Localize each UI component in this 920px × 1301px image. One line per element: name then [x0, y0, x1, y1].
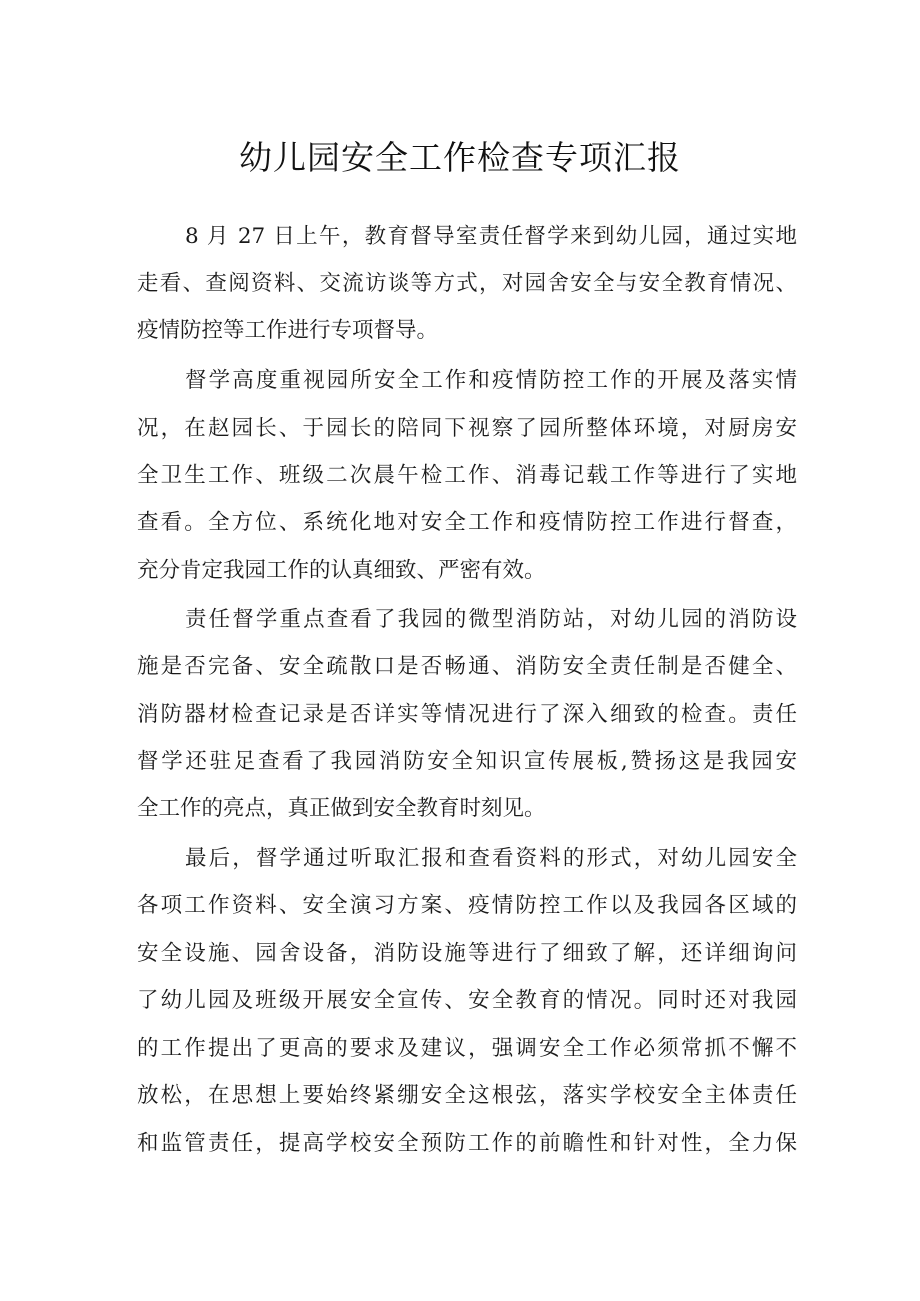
paragraph-4-line-1: 最后，督学通过听取汇报和查看资料的形式，对幼儿园安全 — [185, 846, 797, 871]
paragraph-4-line-2: 各项工作资料、安全演习方案、疫情防控工作以及我园各区域的 — [137, 893, 797, 918]
paragraph-3-line-1: 责任督学重点查看了我园的微型消防站，对幼儿园的消防设 — [185, 607, 797, 632]
paragraph-2-line-5: 充分肯定我园工作的认真细致、严密有效。 — [137, 558, 546, 583]
paragraph-2-line-4: 查看。全方位、系统化地对安全工作和疫情防控工作进行督查， — [137, 510, 797, 535]
paragraph-2-line-1: 督学高度重视园所安全工作和疫情防控工作的开展及落实情 — [185, 368, 797, 393]
paragraph-4-line-4: 了幼儿园及班级开展安全宣传、安全教育的情况。同时还对我园 — [137, 988, 797, 1013]
paragraph-4-line-5: 的工作提出了更高的要求及建议，强调安全工作必须常抓不懈不 — [137, 1036, 797, 1061]
paragraph-3-line-2: 施是否完备、安全疏散口是否畅通、消防安全责任制是否健全、 — [137, 654, 797, 679]
paragraph-1-line-3: 疫情防控等工作进行专项督导。 — [137, 318, 439, 343]
document-title: 幼儿园安全工作检查专项汇报 — [239, 138, 681, 177]
paragraph-1-line-2: 走看、查阅资料、交流访谈等方式，对园舍安全与安全教育情况、 — [137, 271, 797, 296]
paragraph-4-line-3: 安全设施、园舍设备，消防设施等进行了细致了解，还详细询问 — [137, 941, 797, 966]
paragraph-3-line-5: 全工作的亮点，真正做到安全教育时刻见。 — [137, 796, 546, 821]
paragraph-4-line-6: 放松，在思想上要始终紧绷安全这根弦，落实学校安全主体责任 — [137, 1083, 797, 1108]
paragraph-1-line-1: 8 月 27 日上午，教育督导室责任督学来到幼儿园，通过实地 — [185, 224, 797, 249]
paragraph-4-line-7: 和监管责任，提高学校安全预防工作的前瞻性和针对性，全力保 — [137, 1131, 797, 1156]
paragraph-3-line-3: 消防器材检查记录是否详实等情况进行了深入细致的检查。责任 — [137, 702, 797, 727]
paragraph-2-line-2: 况，在赵园长、于园长的陪同下视察了园所整体环境，对厨房安 — [137, 416, 797, 441]
paragraph-2-line-3: 全卫生工作、班级二次晨午检工作、消毒记载工作等进行了实地 — [137, 463, 797, 488]
paragraph-3-line-4: 督学还驻足查看了我园消防安全知识宣传展板,赞扬这是我园安 — [137, 749, 797, 774]
